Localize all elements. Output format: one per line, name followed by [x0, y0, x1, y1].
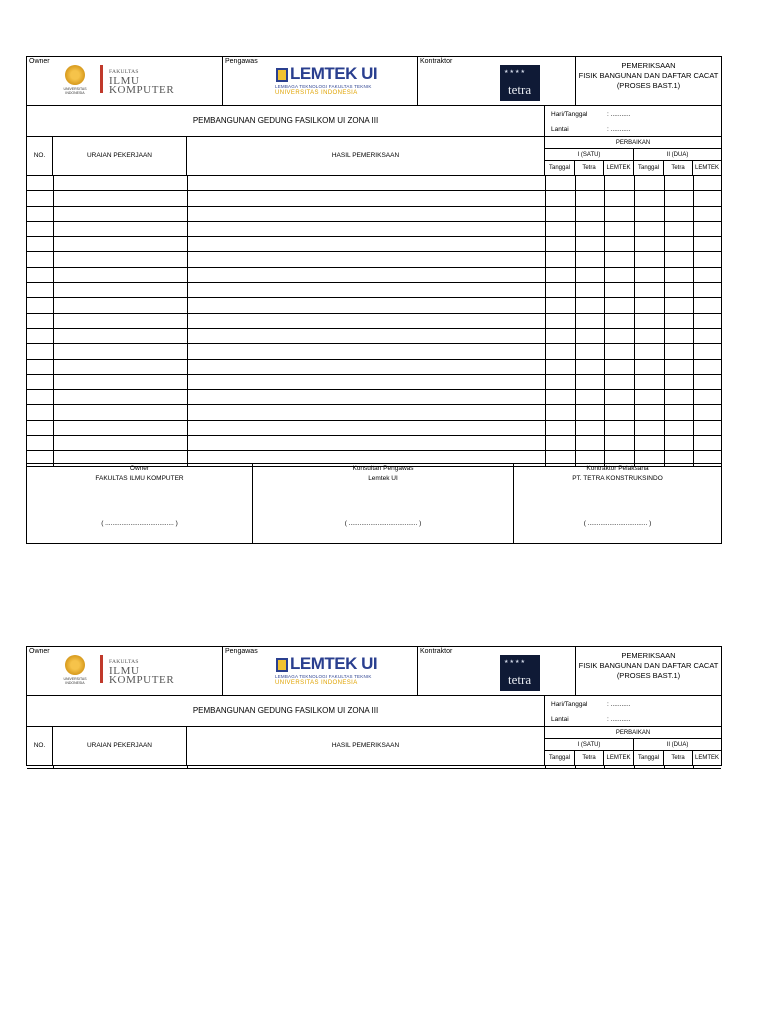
cell-divider — [545, 329, 546, 343]
kontraktor-cell — [418, 57, 576, 105]
cell-divider — [634, 207, 635, 221]
cell-divider — [634, 390, 635, 404]
cell-divider — [693, 298, 694, 312]
cell-divider — [53, 222, 54, 236]
cell-divider — [634, 329, 635, 343]
table-row[interactable] — [27, 191, 721, 206]
lemtek-logo-icon — [276, 658, 288, 672]
table-row[interactable] — [27, 252, 721, 267]
cell-divider — [604, 375, 605, 389]
cell-divider — [693, 344, 694, 358]
kontraktor-label: Kontraktor — [420, 58, 453, 65]
cell-divider — [693, 405, 694, 419]
col-tetra-1: Tetra — [575, 161, 604, 175]
table-row[interactable] — [27, 283, 721, 298]
cell-divider — [575, 375, 576, 389]
cell-divider — [575, 766, 576, 768]
cell-divider — [604, 237, 605, 251]
cell-divider — [664, 268, 665, 282]
cell-divider — [187, 766, 188, 768]
cell-divider — [664, 283, 665, 297]
inspection-form — [26, 646, 722, 766]
table-row[interactable] — [27, 390, 721, 405]
cell-divider — [604, 207, 605, 221]
ui-seal-icon — [65, 655, 85, 675]
inspection-rows — [27, 766, 721, 769]
col-tetra-2: Tetra — [664, 751, 693, 765]
table-row[interactable] — [27, 766, 721, 769]
table-row[interactable] — [27, 222, 721, 237]
cell-divider — [604, 360, 605, 374]
col-lemtek-1: LEMTEK — [604, 751, 634, 765]
cell-divider — [604, 176, 605, 190]
cell-divider — [545, 405, 546, 419]
pengawas-cell — [223, 57, 418, 105]
cell-divider — [575, 191, 576, 205]
cell-divider — [545, 252, 546, 266]
cell-divider — [187, 360, 188, 374]
cell-divider — [693, 207, 694, 221]
cell-divider — [664, 298, 665, 312]
owner-cell — [27, 57, 223, 105]
cell-divider — [545, 344, 546, 358]
cell-divider — [575, 298, 576, 312]
ui-seal-icon — [65, 65, 85, 85]
col-tanggal-1: Tanggal — [545, 751, 575, 765]
owner-label: Owner — [29, 648, 50, 655]
cell-divider — [187, 298, 188, 312]
cell-divider — [664, 314, 665, 328]
kontraktor-cell — [418, 647, 576, 695]
cell-divider — [604, 252, 605, 266]
cell-divider — [575, 390, 576, 404]
cell-divider — [187, 390, 188, 404]
cell-divider — [187, 222, 188, 236]
cell-divider — [664, 344, 665, 358]
cell-divider — [53, 283, 54, 297]
konsultan-signature: Konsultan Pengawas Lemtek UI ( ...................................... ) — [253, 464, 514, 543]
col-hasil: HASIL PEMERIKSAAN — [187, 727, 545, 765]
col-no: NO. — [27, 727, 53, 765]
col-perbaikan: PERBAIKAN — [545, 137, 721, 149]
tetra-logo-icon: ★★★★ tetra — [500, 65, 540, 101]
cell-divider — [53, 360, 54, 374]
project-title-band — [27, 696, 721, 727]
cell-divider — [664, 191, 665, 205]
pemeriksaan-title: PEMERIKSAAN FISIK BANGUNAN DAN DAFTAR CACAT (PROSES BAST.1) — [578, 651, 719, 680]
pengawas-cell — [223, 647, 418, 695]
col-tetra-1: Tetra — [575, 751, 604, 765]
kontraktor-label: Kontraktor — [420, 648, 453, 655]
cell-divider — [53, 344, 54, 358]
cell-divider — [664, 390, 665, 404]
cell-divider — [693, 360, 694, 374]
cell-divider — [693, 436, 694, 450]
cell-divider — [545, 375, 546, 389]
cell-divider — [53, 207, 54, 221]
cell-divider — [187, 252, 188, 266]
konsultan-sign-line[interactable]: ( ...................................... ) — [344, 520, 422, 527]
tetra-logo-icon: ★★★★ tetra — [500, 655, 540, 691]
cell-divider — [575, 207, 576, 221]
cell-divider — [53, 421, 54, 435]
cell-divider — [634, 436, 635, 450]
col-lemtek-1: LEMTEK — [604, 161, 634, 175]
cell-divider — [575, 314, 576, 328]
lemtek-wordmark: LEMTEK UI — [290, 654, 378, 673]
lemtek-university: UNIVERSITAS INDONESIA — [275, 90, 358, 96]
cell-divider — [575, 405, 576, 419]
cell-divider — [604, 766, 605, 768]
cell-divider — [634, 421, 635, 435]
project-title: PEMBANGUNAN GEDUNG FASILKOM UI ZONA III — [27, 106, 545, 136]
cell-divider — [693, 252, 694, 266]
cell-divider — [634, 298, 635, 312]
cell-divider — [575, 222, 576, 236]
cell-divider — [575, 436, 576, 450]
pengawas-label: Pengawas — [225, 648, 258, 655]
cell-divider — [604, 405, 605, 419]
cell-divider — [664, 222, 665, 236]
owner-label: Owner — [29, 58, 50, 65]
col-tanggal-1: Tanggal — [545, 161, 575, 175]
table-row[interactable] — [27, 237, 721, 252]
col-uraian: URAIAN PEKERJAAN — [53, 137, 187, 175]
cell-divider — [693, 237, 694, 251]
cell-divider — [53, 191, 54, 205]
cell-divider — [545, 268, 546, 282]
hari-tanggal-field[interactable]: Hari/Tanggal : ........... — [551, 111, 631, 118]
cell-divider — [664, 176, 665, 190]
col-perbaikan: PERBAIKAN — [545, 727, 721, 739]
cell-divider — [187, 176, 188, 190]
table-row[interactable] — [27, 344, 721, 359]
table-row[interactable] — [27, 421, 721, 436]
pemeriksaan-title: PEMERIKSAAN FISIK BANGUNAN DAN DAFTAR CACAT (PROSES BAST.1) — [578, 61, 719, 90]
col-uraian: URAIAN PEKERJAAN — [53, 727, 187, 765]
owner-cell — [27, 647, 223, 695]
inspection-form — [26, 56, 722, 544]
signature-block — [27, 463, 721, 543]
cell-divider — [545, 360, 546, 374]
cell-divider — [664, 436, 665, 450]
cell-divider — [693, 283, 694, 297]
col-dua: II (DUA) — [634, 739, 721, 751]
cell-divider — [187, 237, 188, 251]
cell-divider — [187, 375, 188, 389]
table-row[interactable] — [27, 405, 721, 420]
cell-divider — [664, 329, 665, 343]
project-title: PEMBANGUNAN GEDUNG FASILKOM UI ZONA III — [27, 696, 545, 726]
cell-divider — [187, 329, 188, 343]
cell-divider — [604, 421, 605, 435]
table-row[interactable] — [27, 375, 721, 390]
cell-divider — [53, 405, 54, 419]
kontraktor-signature: Kontraktor Pelaksana PT. TETRA KONSTRUKSINDO ( ................................. ) — [514, 464, 721, 543]
cell-divider — [545, 766, 546, 768]
cell-divider — [634, 766, 635, 768]
cell-divider — [664, 766, 665, 768]
col-no: NO. — [27, 137, 53, 175]
cell-divider — [664, 375, 665, 389]
cell-divider — [53, 766, 54, 768]
cell-divider — [575, 252, 576, 266]
table-row[interactable] — [27, 176, 721, 191]
table-row[interactable] — [27, 207, 721, 222]
col-satu: I (SATU) — [545, 739, 634, 751]
cell-divider — [53, 176, 54, 190]
cell-divider — [187, 344, 188, 358]
cell-divider — [693, 329, 694, 343]
table-row[interactable] — [27, 329, 721, 344]
cell-divider — [53, 268, 54, 282]
cell-divider — [634, 375, 635, 389]
pengawas-label: Pengawas — [225, 58, 258, 65]
cell-divider — [693, 314, 694, 328]
col-lemtek-2: LEMTEK — [694, 755, 719, 761]
table-row[interactable] — [27, 360, 721, 375]
lemtek-logo-icon — [276, 68, 288, 82]
cell-divider — [545, 283, 546, 297]
cell-divider — [545, 191, 546, 205]
ui-seal-text: UNIVERSITAS INDONESIA — [63, 677, 87, 685]
column-header — [27, 727, 721, 766]
cell-divider — [53, 329, 54, 343]
col-tanggal-2: Tanggal — [634, 161, 664, 175]
cell-divider — [53, 252, 54, 266]
hari-tanggal-field[interactable]: Hari/Tanggal : ........... — [551, 701, 631, 708]
cell-divider — [187, 436, 188, 450]
cell-divider — [53, 237, 54, 251]
form-header — [27, 57, 721, 106]
cell-divider — [545, 237, 546, 251]
cell-divider — [604, 390, 605, 404]
cell-divider — [545, 390, 546, 404]
cell-divider — [693, 375, 694, 389]
cell-divider — [634, 222, 635, 236]
table-row[interactable] — [27, 314, 721, 329]
logo-divider — [100, 655, 103, 683]
table-row[interactable] — [27, 436, 721, 451]
cell-divider — [187, 421, 188, 435]
cell-divider — [634, 191, 635, 205]
cell-divider — [545, 176, 546, 190]
cell-divider — [664, 421, 665, 435]
cell-divider — [604, 222, 605, 236]
logo-divider — [100, 65, 103, 93]
cell-divider — [53, 375, 54, 389]
cell-divider — [634, 252, 635, 266]
cell-divider — [53, 436, 54, 450]
fasilkom-logo: FAKULTAS ILMU KOMPUTER — [109, 69, 175, 96]
cell-divider — [693, 421, 694, 435]
cell-divider — [693, 222, 694, 236]
cell-divider — [693, 766, 694, 768]
col-hasil: HASIL PEMERIKSAAN — [187, 137, 545, 175]
cell-divider — [693, 390, 694, 404]
cell-divider — [545, 314, 546, 328]
cell-divider — [575, 176, 576, 190]
cell-divider — [53, 390, 54, 404]
cell-divider — [545, 298, 546, 312]
cell-divider — [575, 237, 576, 251]
cell-divider — [545, 436, 546, 450]
cell-divider — [575, 421, 576, 435]
cell-divider — [634, 405, 635, 419]
cell-divider — [634, 360, 635, 374]
cell-divider — [545, 222, 546, 236]
cell-divider — [187, 405, 188, 419]
cell-divider — [664, 360, 665, 374]
cell-divider — [604, 314, 605, 328]
cell-divider — [634, 176, 635, 190]
column-header — [27, 137, 721, 176]
cell-divider — [575, 283, 576, 297]
cell-divider — [545, 207, 546, 221]
cell-divider — [634, 237, 635, 251]
cell-divider — [693, 191, 694, 205]
cell-divider — [604, 283, 605, 297]
col-tanggal-2: Tanggal — [634, 751, 664, 765]
cell-divider — [634, 268, 635, 282]
cell-divider — [575, 360, 576, 374]
table-row[interactable] — [27, 268, 721, 283]
cell-divider — [187, 283, 188, 297]
cell-divider — [53, 298, 54, 312]
fasilkom-logo: FAKULTAS ILMU KOMPUTER — [109, 659, 175, 686]
project-title-band — [27, 106, 721, 137]
cell-divider — [187, 268, 188, 282]
cell-divider — [187, 314, 188, 328]
lemtek-wordmark: LEMTEK UI — [290, 64, 378, 83]
ui-seal-text: UNIVERSITAS INDONESIA — [63, 87, 87, 95]
cell-divider — [634, 344, 635, 358]
owner-sign-line[interactable]: ( ...................................... ) — [101, 520, 178, 527]
lemtek-subtitle: LEMBAGA TEKNOLOGI FAKULTAS TEKNIK — [275, 674, 372, 679]
cell-divider — [575, 268, 576, 282]
cell-divider — [604, 344, 605, 358]
cell-divider — [604, 436, 605, 450]
cell-divider — [664, 237, 665, 251]
cell-divider — [53, 314, 54, 328]
col-lemtek-2: LEMTEK — [694, 165, 719, 171]
table-row[interactable] — [27, 298, 721, 313]
cell-divider — [664, 252, 665, 266]
lantai-field[interactable]: Lantai : ........... — [551, 716, 631, 723]
col-tetra-2: Tetra — [664, 161, 693, 175]
cell-divider — [604, 329, 605, 343]
cell-divider — [187, 207, 188, 221]
cell-divider — [604, 268, 605, 282]
lemtek-university: UNIVERSITAS INDONESIA — [275, 680, 358, 686]
cell-divider — [604, 298, 605, 312]
lantai-field[interactable]: Lantai : ........... — [551, 126, 631, 133]
cell-divider — [664, 405, 665, 419]
kontraktor-sign-line[interactable]: ( ................................. ) — [583, 520, 652, 527]
owner-signature: Owner FAKULTAS ILMU KOMPUTER ( ...................................... ) — [27, 464, 253, 543]
form-header — [27, 647, 721, 696]
cell-divider — [187, 191, 188, 205]
col-satu: I (SATU) — [545, 149, 634, 161]
lemtek-subtitle: LEMBAGA TEKNOLOGI FAKULTAS TEKNIK — [275, 84, 372, 89]
col-dua: II (DUA) — [634, 149, 721, 161]
cell-divider — [664, 207, 665, 221]
cell-divider — [575, 344, 576, 358]
cell-divider — [545, 421, 546, 435]
cell-divider — [634, 314, 635, 328]
cell-divider — [575, 329, 576, 343]
cell-divider — [634, 283, 635, 297]
cell-divider — [604, 191, 605, 205]
cell-divider — [693, 268, 694, 282]
inspection-rows — [27, 176, 721, 467]
cell-divider — [693, 176, 694, 190]
